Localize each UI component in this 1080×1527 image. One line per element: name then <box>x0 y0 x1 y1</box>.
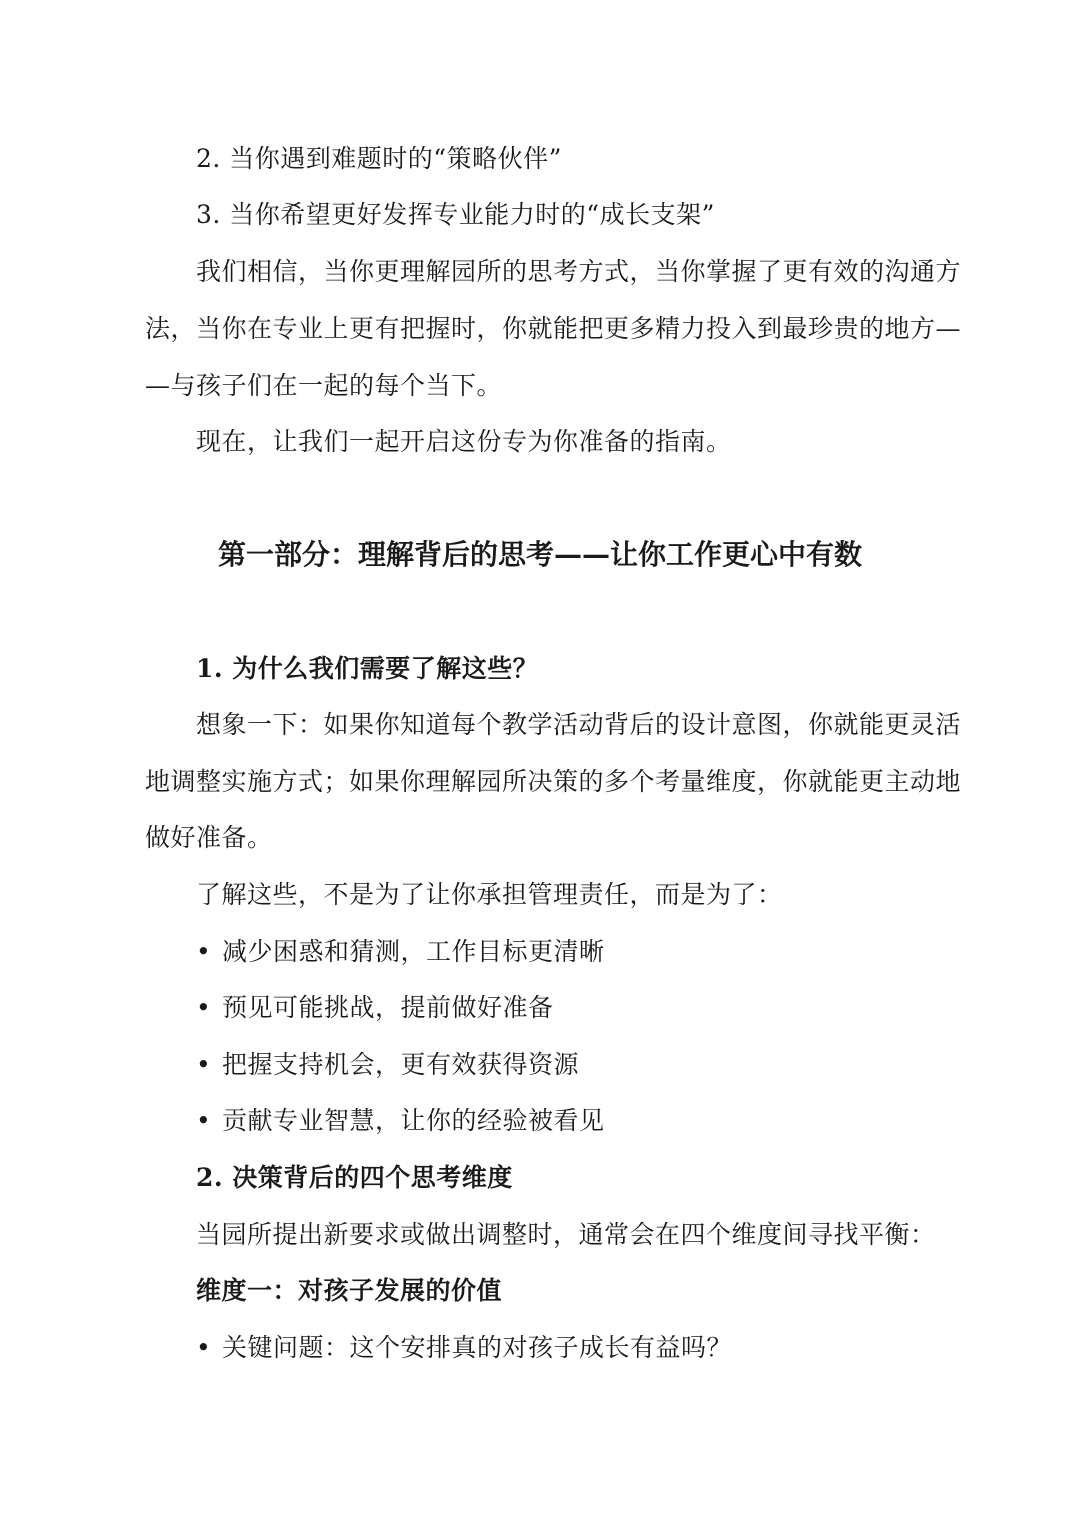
q1-paragraph-line: 想象一下：如果你知道每个教学活动背后的设计意图，你就能更灵活 <box>196 710 962 739</box>
dimension1-heading: 维度一：对孩子发展的价值 <box>196 1276 503 1305</box>
list-item <box>196 1048 579 1082</box>
bullet-glyph: • <box>196 1333 212 1362</box>
intro-paragraph-line: 法，当你在专业上更有把握时，你就能把更多精力投入到最珍贵的地方— <box>145 314 962 343</box>
list-item <box>196 991 554 1025</box>
list-item <box>196 935 605 969</box>
bullet-glyph: • <box>196 937 212 966</box>
intro-item-2: 2. 当你遇到难题时的“策略伙伴” <box>196 144 562 173</box>
bullet-glyph: • <box>196 993 212 1022</box>
intro-paragraph-line: —与孩子们在一起的每个当下。 <box>145 371 503 400</box>
q1-paragraph-line: 地调整实施方式；如果你理解园所决策的多个考量维度，你就能更主动地 <box>145 767 962 796</box>
q2-lead: 当园所提出新要求或做出调整时，通常会在四个维度间寻找平衡： <box>196 1220 936 1249</box>
bullet-glyph: • <box>196 1106 212 1135</box>
list-item-text: 减少困惑和猜测，工作目标更清晰 <box>222 937 605 966</box>
q2-heading: 2. 决策背后的四个思考维度 <box>196 1163 513 1192</box>
q1-heading: 1. 为什么我们需要了解这些？ <box>196 654 539 683</box>
intro-closing-line: 现在，让我们一起开启这份专为你准备的指南。 <box>196 427 732 456</box>
list-item-text: 贡献专业智慧，让你的经验被看见 <box>222 1106 605 1135</box>
list-item-text: 关键问题：这个安排真的对孩子成长有益吗？ <box>222 1333 733 1362</box>
part1-title: 第一部分：理解背后的思考——让你工作更心中有数 <box>217 538 862 571</box>
bullet-glyph: • <box>196 1050 212 1079</box>
list-item <box>196 1104 605 1138</box>
q1-lead: 了解这些，不是为了让你承担管理责任，而是为了： <box>196 880 783 909</box>
list-item-text: 把握支持机会，更有效获得资源 <box>222 1050 580 1079</box>
q1-paragraph-line: 做好准备。 <box>145 823 273 852</box>
intro-paragraph-line: 我们相信，当你更理解园所的思考方式，当你掌握了更有效的沟通方 <box>196 257 962 286</box>
list-item <box>196 1331 732 1365</box>
list-item-text: 预见可能挑战，提前做好准备 <box>222 993 554 1022</box>
intro-item-3: 3. 当你希望更好发挥专业能力时的“成长支架” <box>196 200 715 229</box>
